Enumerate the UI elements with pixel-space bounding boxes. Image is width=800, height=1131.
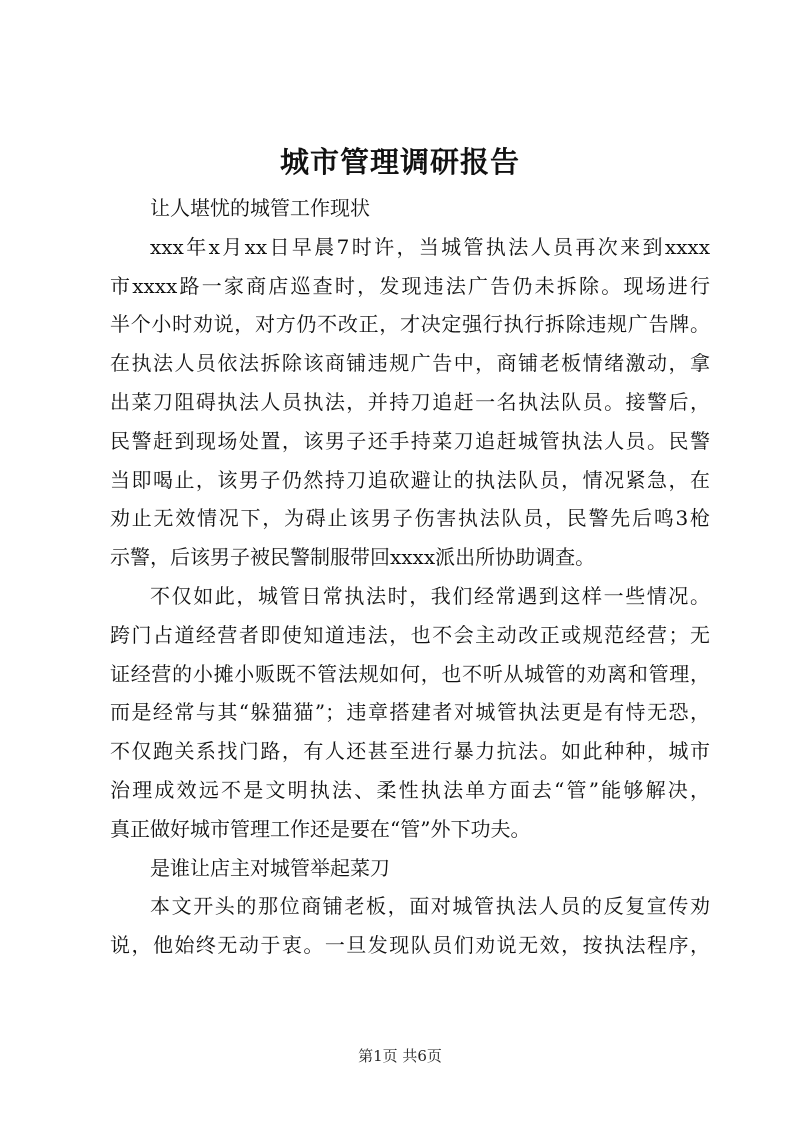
paragraph-line: 说，他始终无动于衷。一旦发现队员们劝说无效，按执法程序， — [110, 933, 710, 958]
document-title: 城市管理调研报告 — [279, 145, 520, 179]
page-footer: 第1页 共6页 — [358, 1047, 442, 1065]
paragraph-line: 在执法人员依法拆除该商铺违规广告中，商铺老板情绪激动，拿 — [110, 351, 710, 376]
section-heading: 是谁让店主对城管举起菜刀 — [150, 855, 390, 880]
paragraph-line: 劝止无效情况下，为碍止该男子伤害执法队员，民警先后鸣3枪 — [110, 506, 710, 531]
paragraph-line: 证经营的小摊小贩既不管法规如何，也不听从城管的劝离和管理， — [110, 661, 710, 686]
paragraph-line: 而是经常与其“躲猫猫”；违章搭建者对城管执法更是有恃无恐， — [110, 700, 710, 725]
paragraph-line: xxx年x月xx日早晨7时许，当城管执法人员再次来到xxxx — [150, 234, 710, 259]
paragraph-line: 真正做好城市管理工作还是要在“管”外下功夫。 — [110, 816, 531, 841]
section-heading: 让人堪忧的城管工作现状 — [150, 196, 370, 220]
paragraph-line: 民警赶到现场处置，该男子还手持菜刀追赶城管执法人员。民警 — [110, 428, 710, 453]
paragraph-line: 出菜刀阻碍执法人员执法，并持刀追赶一名执法队员。接警后， — [110, 389, 710, 414]
paragraph-line: 治理成效远不是文明执法、柔性执法单方面去“管”能够解决， — [110, 777, 710, 802]
paragraph-line: 跨门占道经营者即使知道违法，也不会主动改正或规范经营；无 — [110, 622, 710, 647]
paragraph-line: 不仅跑关系找门路，有人还甚至进行暴力抗法。如此种种，城市 — [110, 739, 710, 764]
paragraph-line: 本文开头的那位商铺老板，面对城管执法人员的反复宣传劝 — [150, 894, 710, 919]
paragraph-line: 不仅如此，城管日常执法时，我们经常遇到这样一些情况。 — [150, 583, 710, 608]
paragraph-line: 当即喝止，该男子仍然持刀追砍避让的执法队员，情况紧急，在 — [110, 467, 710, 492]
paragraph-line: 示警，后该男子被民警制服带回xxxx派出所协助调查。 — [110, 545, 596, 570]
document-body — [110, 189, 710, 965]
paragraph-line: 半个小时劝说，对方仍不改正，才决定强行执行拆除违规广告牌。 — [110, 312, 710, 337]
paragraph-line: 市xxxx路一家商店巡查时，发现违法广告仍未拆除。现场进行 — [110, 273, 710, 298]
